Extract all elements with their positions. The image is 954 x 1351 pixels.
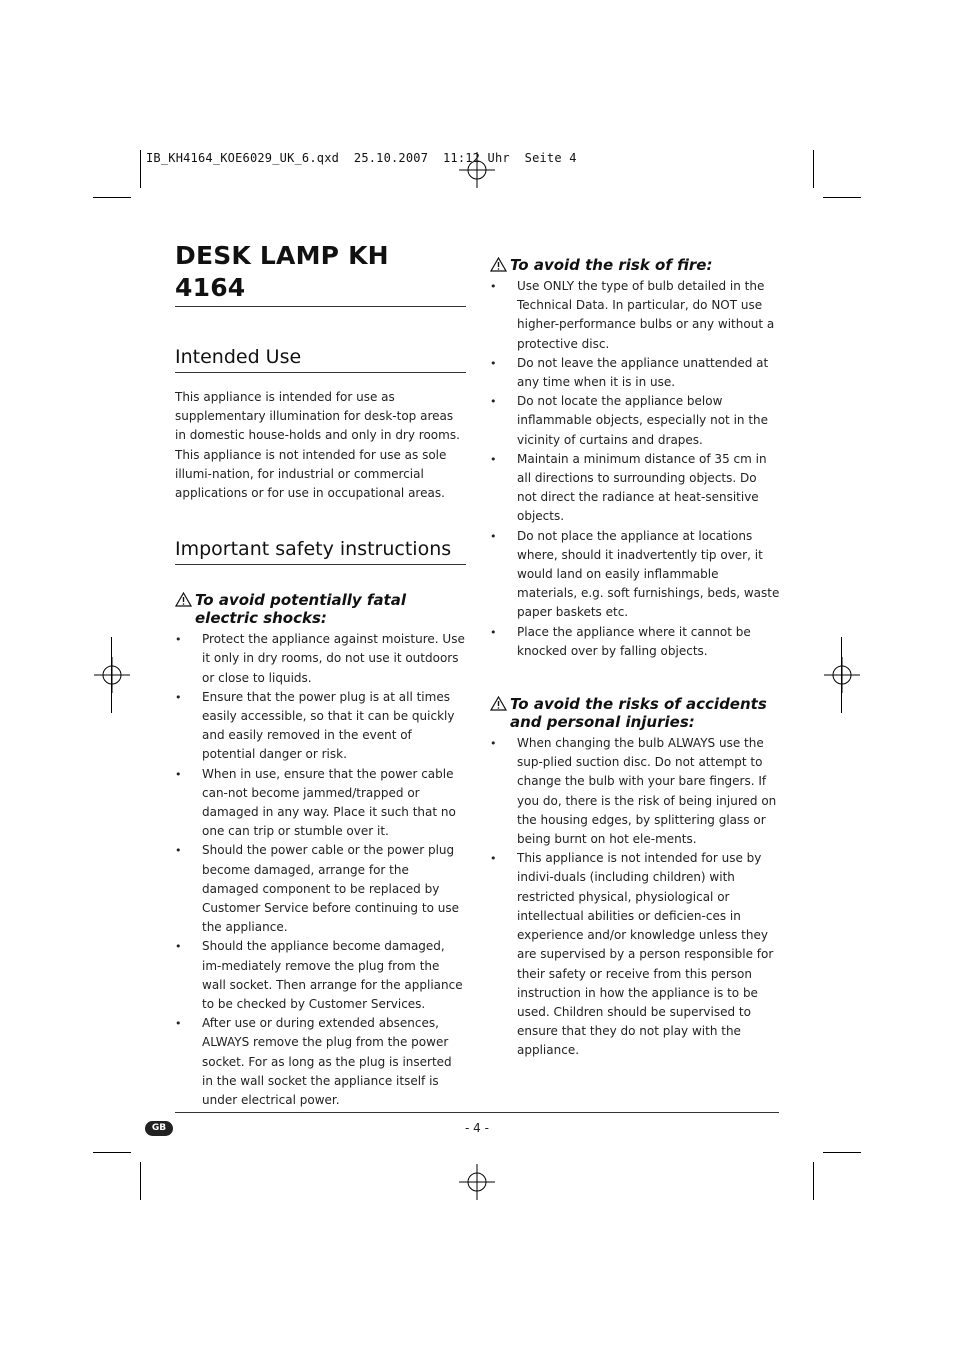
left-column <box>175 240 466 1110</box>
accidents-warning-header <box>490 695 780 731</box>
electric-warning-title: To avoid potentially fatal electric shocks: <box>195 591 406 628</box>
electric-warning-list <box>175 630 466 1110</box>
list-item: • This appliance is not intended for use by indivi-duals (including children) with restricted physical, physiological or intellectual abilities or deficien-ces in experience and/or knowledge unless they are supervised by a person responsible for their safety or receive from this person instruction in how the appliance is to be used. Children should be supervised to ensure that they do not play with the appliance. <box>490 849 780 1060</box>
page-number: - 4 - <box>465 1121 489 1135</box>
registration-mark-icon <box>459 1164 495 1200</box>
crop-mark-bottom-right-h <box>823 1152 861 1153</box>
crop-mark-top-left-h <box>93 197 131 198</box>
crop-mark-top-left-v <box>140 150 141 188</box>
list-item: • Do not place the appliance at locations where, should it inadvertently tip over, it would land on easily inflammable materials, e.g. soft furnishings, beds, waste paper baskets etc. <box>490 527 780 623</box>
list-item: • After use or during extended absences, ALWAYS remove the plug from the power socket. For as long as the plug is inserted in the wall socket the appliance itself is under electrical power. <box>175 1014 466 1110</box>
registration-mark-icon <box>94 657 130 693</box>
list-item: • Place the appliance where it cannot be knocked over by falling objects. <box>490 623 780 661</box>
accidents-warning-title: To avoid the risks of accidents and personal injuries: <box>510 695 767 732</box>
list-item: • When changing the bulb ALWAYS use the sup-plied suction disc. Do not attempt to change the bulb with your bare fingers. If you do, there is the risk of being injured on the housing edges, by splittering glass or being burnt on hot ele-ments. <box>490 734 780 849</box>
right-column <box>490 256 780 1061</box>
intended-use-heading: Intended Use <box>175 345 466 373</box>
crop-mark-bottom-left-v <box>140 1162 141 1200</box>
list-item: • Should the power cable or the power plug become damaged, arrange for the damaged component to be replaced by Customer Service before continuing to use the appliance. <box>175 841 466 937</box>
registration-line-left <box>111 637 112 713</box>
crop-mark-bottom-right-v <box>813 1162 814 1200</box>
fire-warning-header <box>490 256 780 274</box>
accidents-warning-list <box>490 734 780 1060</box>
registration-mark-icon <box>824 657 860 693</box>
list-item: • Ensure that the power plug is at all times easily accessible, so that it can be quickly and easily removed in the event of potential danger or risk. <box>175 688 466 765</box>
list-item: • Use ONLY the type of bulb detailed in the Technical Data. In particular, do NOT use higher-performance bulbs or any without a protective disc. <box>490 277 780 354</box>
warning-triangle-icon <box>175 591 195 607</box>
crop-mark-bottom-left-h <box>93 1152 131 1153</box>
list-item: • When in use, ensure that the power cable can-not become jammed/trapped or damaged in any way. Place it such that no one can trip or stumble over it. <box>175 765 466 842</box>
warning-triangle-icon <box>490 695 510 711</box>
list-item: • Do not leave the appliance unattended at any time when it is in use. <box>490 354 780 392</box>
list-item: • Protect the appliance against moisture. Use it only in dry rooms, do not use it outdoors or close to liquids. <box>175 630 466 688</box>
electric-warning-header <box>175 591 466 627</box>
list-item: • Do not locate the appliance below inflammable objects, especially not in the vicinity of curtains and drapes. <box>490 392 780 450</box>
list-item: • Maintain a minimum distance of 35 cm in all directions to surrounding objects. Do not direct the radiance at heat-sensitive objects. <box>490 450 780 527</box>
fire-warning-title: To avoid the risk of fire: <box>510 256 713 274</box>
intended-use-paragraph-2: This appliance is not intended for use as sole illumi-nation, for industrial or commercial applications or for use in occupational areas. <box>175 447 447 501</box>
fire-warning-list <box>490 277 780 661</box>
safety-heading: Important safety instructions <box>175 537 466 565</box>
crop-mark-top-right-h <box>823 197 861 198</box>
warning-triangle-icon <box>490 256 510 272</box>
crop-mark-top-right-v <box>813 150 814 188</box>
language-badge: GB <box>145 1121 173 1136</box>
registration-line-right <box>841 637 842 713</box>
list-item: • Should the appliance become damaged, im-mediately remove the plug from the wall socket. Then arrange for the appliance to be checked by Customer Services. <box>175 937 466 1014</box>
footer-rule <box>175 1112 779 1113</box>
page-title: DESK LAMP KH 4164 <box>175 240 466 307</box>
intended-use-paragraph-1: This appliance is intended for use as supplementary illumination for desk-top areas in domestic house-holds and only in dry rooms. <box>175 390 460 443</box>
print-header: IB_KH4164_KOE6029_UK_6.qxd 25.10.2007 11:12 Uhr Seite 4 <box>146 151 577 165</box>
